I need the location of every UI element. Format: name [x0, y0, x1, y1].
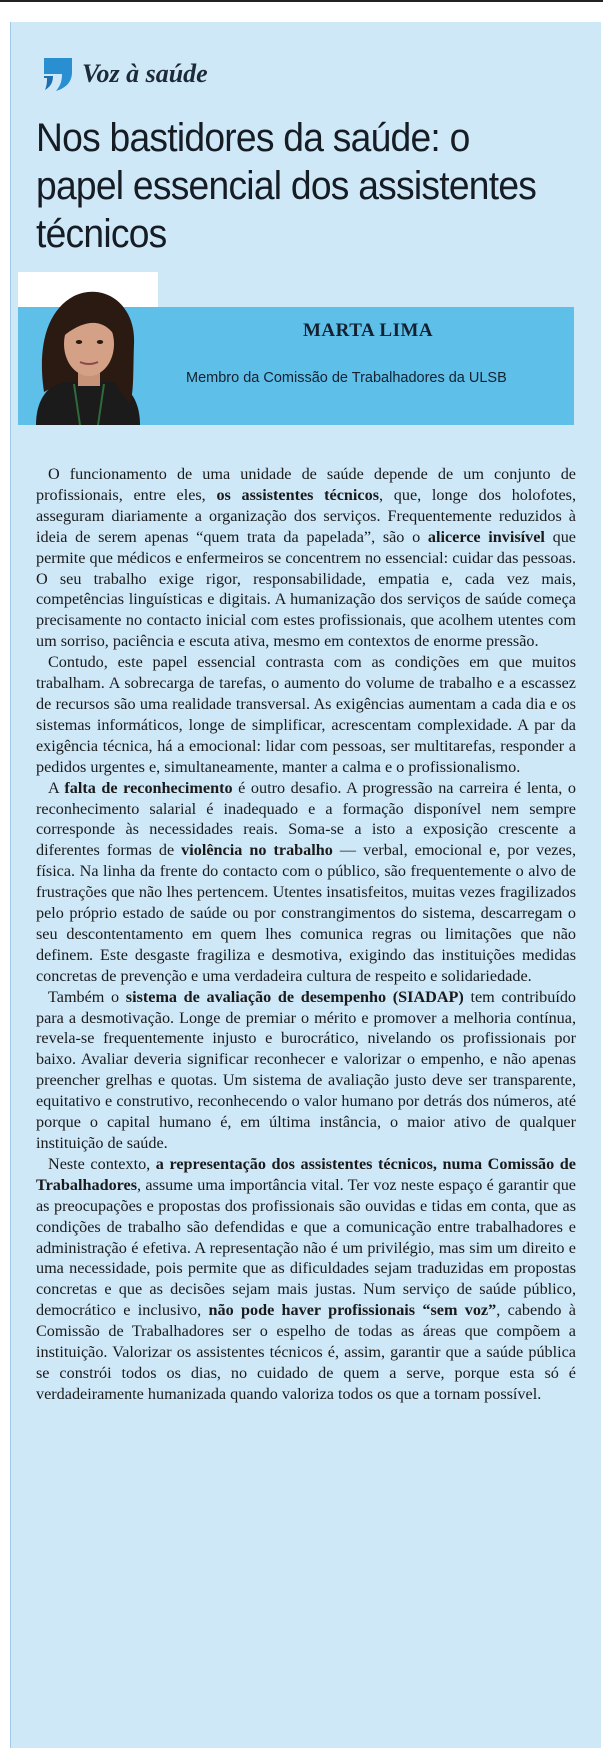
article-body: [36, 464, 576, 1405]
section-label: Voz à saúde: [82, 59, 208, 88]
section-header: [42, 54, 208, 94]
paragraph-text: , cabendo à Comissão de Trabalhadores ser o espelho de todas as áreas que compõem a instituição. Valorizar os assistentes técnicos é, assim, garantir que a saúde pública se constrói todos os dias, no cuidado de quem a serve, porque esta só é verdadeiramente humanizada quando valoriza todos os que a tornam possível.: [36, 1301, 576, 1403]
paragraph-text: A: [48, 778, 65, 797]
emphasis-text: não pode haver profissionais “sem voz”: [208, 1301, 497, 1320]
paragraph-text: que permite que médicos e enfermeiros se concentrem no essencial: cuidar das pessoas. O seu trabalho exige rigor, responsabilidade, empatia e, cada vez mais, competências linguísticas e digitais. A humanização dos serviços de saúde começa precisamente no contacto inicial com estes profissionais, que acolhem utentes com um sorriso, paciência e escuta ativa, mesmo em contextos de enorme pressão.: [36, 527, 576, 651]
paragraph-text: é outro desafio. A progressão na carreira é lenta, o reconhecimento salarial é inadequado e a formação disponível nem sempre corresponde às necessidades reais. Soma-se a isto a exposição crescente a diferentes formas de: [36, 778, 576, 860]
paragraph-text: Também o: [48, 987, 126, 1006]
article-paragraph: [36, 778, 576, 987]
paragraph-text: Contudo, este papel essencial contrasta com as condições em que muitos trabalham. A sobrecarga de tarefas, o aumento do volume de trabalho e a escassez de recursos são uma realidade transversal. As exigências aumentam a cada dia e os sistemas informáticos, longe de simplificar, acrescentam complexidade. A par da exigência técnica, há a emocional: lidar com pessoas, ser multitarefas, responder a pedidos urgentes e, simultaneamente, manter a calma e o profissionalismo.: [36, 653, 576, 776]
emphasis-text: os assistentes técnicos: [216, 485, 380, 504]
emphasis-text: a representação dos assistentes técnicos, numa Comissão de Trabalhadores: [36, 1154, 576, 1194]
article-paragraph: [36, 652, 576, 777]
paragraph-text: tem contribuído para a desmotivação. Longe de premiar o mérito e promover a melhoria contínua, revela-se frequentemente injusto e burocrático, nivelando os profissionais por baixo. Avaliar deveria significar reconhecer e valorizar o empenho, e não apenas preencher grelhas e quotas. Um sistema de avaliação justo deve ser transparente, equitativo e construtivo, reconhecendo o valor humano por detrás dos números, até porque o capital humano é, em última instância, o maior ativo de qualquer instituição de saúde.: [36, 987, 577, 1152]
quote-icon: [42, 56, 74, 92]
paragraph-text: Neste contexto,: [48, 1154, 156, 1173]
author-role: Membro da Comissão de Trabalhadores da ULSB: [186, 370, 507, 386]
paragraph-text: O funcionamento de uma unidade de saúde depende de um conjunto de profissionais, entre eles,: [36, 465, 576, 504]
author-photo: [18, 272, 158, 425]
emphasis-text: sistema de avaliação de desempenho (SIADAP): [125, 987, 464, 1006]
paragraph-text: — verbal, emocional e, por vezes, física. Na linha da frente do contacto com o público, são frequentemente o alvo de frustrações que não lhes pertencem. Utentes insatisfeitos, muitas vezes fragilizados pelo próprio estado de saúde ou por constrangimentos do sistema, descarregam o seu descontentamento em quem lhes comunica regras ou limitações que não definem. Este desgaste fragiliza e desmotiva, exigindo das instituições medidas concretas de prevenção e uma verdadeira cultura de respeito e solidariedade.: [36, 841, 577, 985]
author-name: MARTA LIMA: [303, 320, 434, 341]
paragraph-text: , assume uma importância vital. Ter voz neste espaço é garantir que as preocupações e propostas dos profissionais são ouvidas e tidas em conta, que as condições de trabalho são defendidas e que a comunicação entre trabalhadores e administração é efetiva. A representação não é um privilégio, mas sim um direito e uma necessidade, pois permite que as dificuldades sejam traduzidas em propostas concretas e que as decisões sejam mais justas. Num serviço de saúde público, democrático e inclusivo,: [36, 1175, 576, 1320]
emphasis-text: violência no trabalho: [181, 841, 333, 860]
emphasis-text: alicerce invisível: [427, 527, 545, 546]
paragraph-text: , que, longe dos holofotes, asseguram diariamente a organização dos serviços. Frequentemente reduzidos à ideia de serem apenas “quem trata da papelada”, são o: [36, 485, 577, 546]
article-paragraph: [36, 464, 576, 652]
headline: Nos bastidores da saúde: o papel essencial dos assistentes técnicos: [36, 116, 537, 256]
article-paragraph: [36, 987, 576, 1154]
article-paragraph: [36, 1154, 576, 1405]
emphasis-text: falta de reconhecimento: [64, 778, 233, 797]
